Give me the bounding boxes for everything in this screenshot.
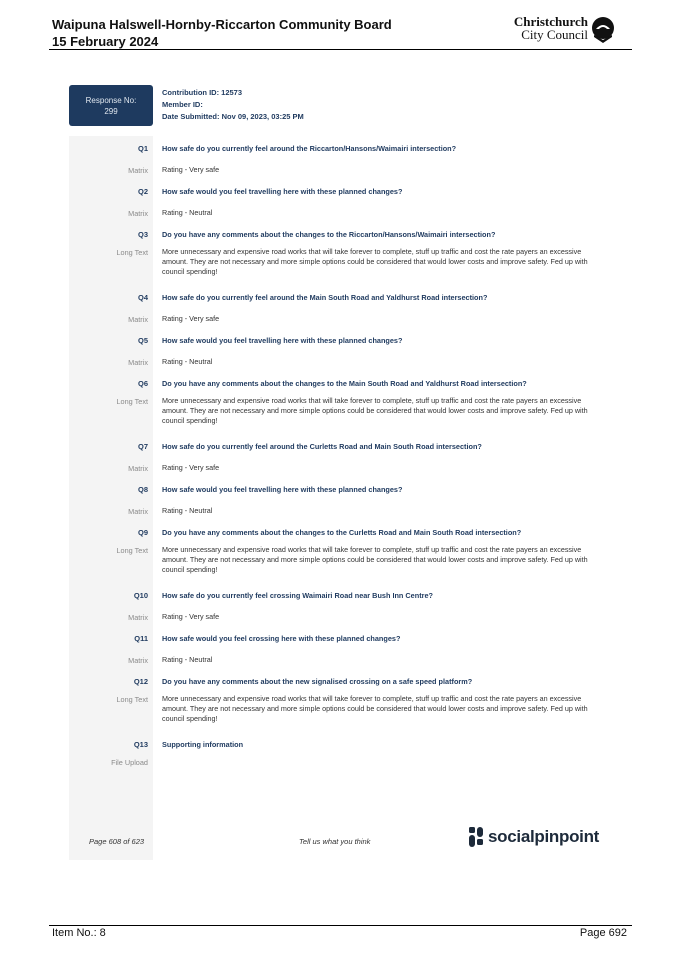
question-number: Q7 (137, 442, 148, 451)
socialpinpoint-logo (468, 826, 599, 848)
question-number: Q1 (137, 144, 148, 153)
question-text: How safe do you currently feel around the Main South Road and Yaldhurst Road intersection? (162, 293, 488, 302)
card-tagline: Tell us what you think (299, 837, 371, 846)
question-number: Q13 (133, 740, 148, 749)
answer-text: Rating - Very safe (162, 314, 220, 323)
question-number: Q5 (137, 336, 148, 345)
header-divider (49, 49, 632, 50)
date-submitted (162, 111, 304, 123)
question-text: Supporting information (162, 740, 244, 749)
question-type: Long Text (116, 695, 148, 704)
question-text: Do you have any comments about the changes to the Riccarton/Hansons/Waimairi intersection? (162, 230, 496, 239)
question-number: Q8 (137, 485, 148, 494)
question-number: Q9 (137, 528, 148, 537)
question-type: Matrix (128, 613, 148, 622)
question-type: Long Text (116, 248, 148, 257)
date-submitted-label: Date Submitted: (162, 112, 220, 121)
logo-line-1: Christchurch (513, 14, 588, 29)
question-text: How safe would you feel travelling here with these planned changes? (162, 336, 403, 345)
board-title: Waipuna Halswell-Hornby-Riccarton Community Board (52, 17, 392, 32)
response-number: 299 (104, 106, 118, 116)
question-number: Q12 (133, 677, 148, 686)
item-number: Item No.: 8 (52, 927, 106, 939)
question-type: Matrix (128, 464, 148, 473)
question-number: Q11 (134, 634, 148, 643)
question-text: How safe would you feel travelling here with these planned changes? (162, 187, 403, 196)
question-type: Matrix (128, 166, 148, 175)
answer-text: Rating - Neutral (162, 357, 213, 366)
question-type: Matrix (128, 507, 148, 516)
answer-text: Rating - Very safe (162, 463, 220, 472)
answer-text: More unnecessary and expensive road works that will take forever to complete, stuff up traffic and cost the rate payers an excessive amount. They are not necessary and more simple options could be considered that would lower costs and improve safety. Fed up with council spending! (162, 545, 588, 574)
question-type: Long Text (116, 546, 148, 555)
question-text: Do you have any comments about the new signalised crossing on a safe speed platform? (162, 677, 473, 686)
question-type: Matrix (128, 315, 148, 324)
answer-text: Rating - Very safe (162, 612, 220, 621)
question-text: How safe would you feel crossing here with these planned changes? (162, 634, 401, 643)
answer-text: Rating - Neutral (162, 655, 213, 664)
question-text: Do you have any comments about the changes to the Curletts Road and Main South Road intersection? (162, 528, 522, 537)
meeting-date: 15 February 2024 (52, 34, 159, 49)
question-number: Q6 (137, 379, 148, 388)
question-number: Q4 (137, 293, 148, 302)
date-submitted-value: Nov 09, 2023, 03:25 PM (221, 112, 304, 121)
question-type: Matrix (128, 209, 148, 218)
submission-meta (162, 87, 304, 123)
contribution-id: Contribution ID: 12573 (162, 88, 243, 97)
logo-line-2: City Council (521, 27, 588, 42)
label-column (69, 136, 153, 860)
question-type: Matrix (128, 656, 148, 665)
response-label: Response No: (85, 95, 137, 105)
answer-text: More unnecessary and expensive road works that will take forever to complete, stuff up traffic and cost the rate payers an excessive amount. They are not necessary and more simple options could be considered that would lower costs and improve safety. Fed up with council spending! (162, 247, 588, 276)
question-number: Q10 (133, 591, 148, 600)
socialpinpoint-icon (468, 826, 484, 848)
page-number: Page 692 (579, 927, 627, 939)
council-logo (513, 14, 616, 45)
question-text: How safe do you currently feel around the Curletts Road and Main South Road intersection? (162, 442, 482, 451)
question-text: How safe would you feel travelling here with these planned changes? (162, 485, 403, 494)
question-type: File Upload (111, 758, 148, 767)
question-text: How safe do you currently feel around the Riccarton/Hansons/Waimairi intersection? (162, 144, 457, 153)
question-type: Matrix (128, 358, 148, 367)
question-number: Q3 (137, 230, 148, 239)
footer-divider (49, 925, 632, 926)
answer-text: Rating - Very safe (162, 165, 220, 174)
card-page-count: Page 608 of 623 (89, 837, 145, 846)
council-emblem-icon (590, 16, 616, 44)
answer-text: More unnecessary and expensive road works that will take forever to complete, stuff up traffic and cost the rate payers an excessive amount. They are not necessary and more simple options could be considered that would lower costs and improve safety. Fed up with council spending! (162, 396, 588, 425)
answer-text: Rating - Neutral (162, 506, 213, 515)
socialpinpoint-wordmark: socialpinpoint (488, 827, 600, 846)
response-number-box (69, 85, 153, 126)
question-text: How safe do you currently feel crossing Waimairi Road near Bush Inn Centre? (162, 591, 433, 600)
question-text: Do you have any comments about the changes to the Main South Road and Yaldhurst Road intersection? (162, 379, 527, 388)
question-number: Q2 (137, 187, 148, 196)
answer-text: Rating - Neutral (162, 208, 213, 217)
member-id: Member ID: (162, 100, 203, 109)
question-type: Long Text (116, 397, 148, 406)
answer-text: More unnecessary and expensive road works that will take forever to complete, stuff up traffic and cost the rate payers an excessive amount. They are not necessary and more simple options could be considered that would lower costs and improve safety. Fed up with council spending! (162, 694, 588, 723)
